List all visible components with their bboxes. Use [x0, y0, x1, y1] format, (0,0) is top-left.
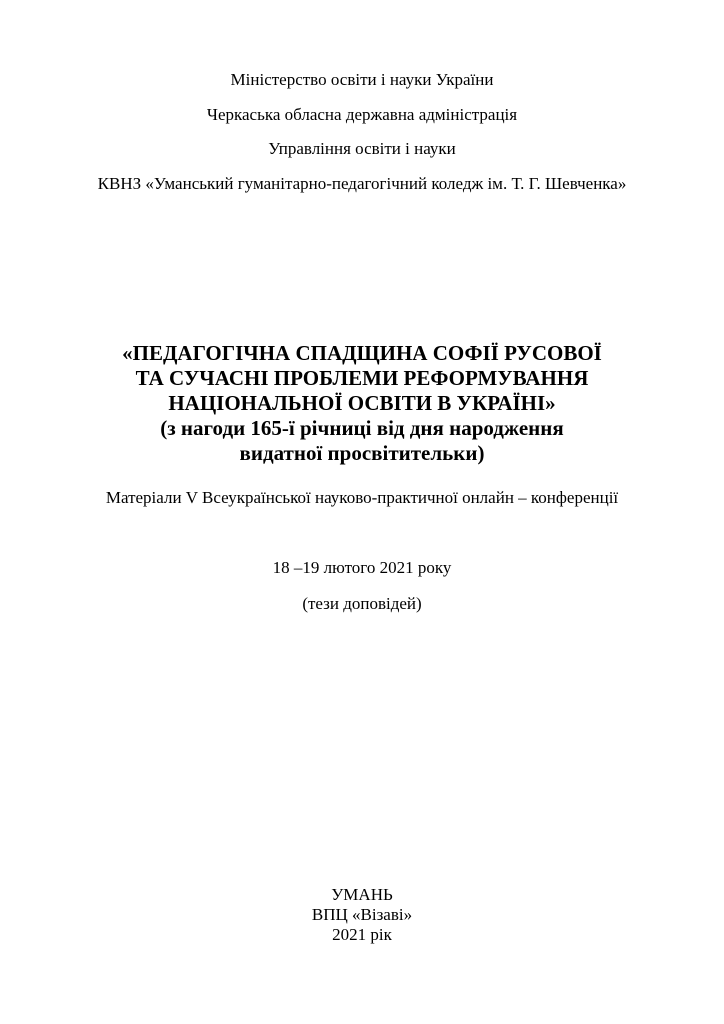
- footer-year: 2021 рік: [332, 925, 392, 944]
- administration-line: Черкаська обласна державна адміністрація: [206, 105, 518, 124]
- conference-dates: 18 –19 лютого 2021 року: [272, 558, 452, 577]
- college-line: КВНЗ «Уманський гуманітарно-педагогічний коледж ім. Т. Г. Шевченка»: [97, 174, 627, 193]
- footer-city: УМАНЬ: [331, 885, 393, 904]
- title-line-2: ТА СУЧАСНІ ПРОБЛЕМИ РЕФОРМУВАННЯ: [135, 366, 589, 390]
- conference-subtitle: Матеріали V Всеукраїнської науково-практичної онлайн – конференції: [105, 488, 619, 507]
- abstracts-note: (тези доповідей): [302, 594, 422, 613]
- title-line-5: видатної просвітительки): [239, 441, 485, 465]
- title-line-3: НАЦІОНАЛЬНОЇ ОСВІТИ В УКРАЇНІ»: [168, 391, 556, 415]
- title-line-4: (з нагоди 165-ї річниці від дня народження: [160, 416, 564, 440]
- footer-publisher: ВПЦ «Візаві»: [311, 905, 413, 924]
- title-line-1: «ПЕДАГОГІЧНА СПАДЩИНА СОФІЇ РУСОВОЇ: [122, 341, 602, 365]
- ministry-line: Міністерство освіти і науки України: [230, 70, 494, 89]
- department-line: Управління освіти і науки: [268, 139, 456, 158]
